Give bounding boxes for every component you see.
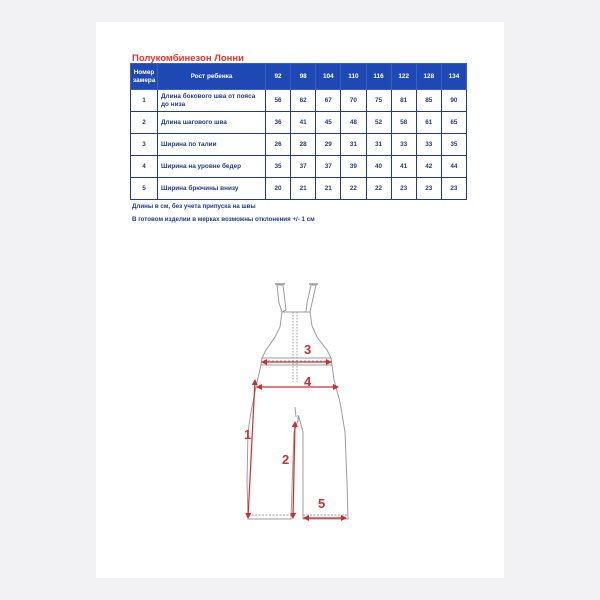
measure-number: 4	[131, 156, 158, 178]
table-cell: 21	[291, 178, 316, 200]
product-title: Полукомбинезон Лонни	[132, 53, 244, 64]
measure-number: 1	[131, 90, 158, 112]
table-cell: 23	[416, 178, 441, 200]
table-cell: 31	[341, 134, 366, 156]
header-size: 110	[341, 64, 366, 90]
header-size: 98	[291, 64, 316, 90]
table-cell: 40	[366, 156, 391, 178]
measure-label-3: 3	[304, 342, 312, 357]
measure-name: Длина бокового шва от пояса до низа	[158, 90, 266, 112]
measure-number: 2	[131, 112, 158, 134]
header-child-height: Рост ребенка	[158, 64, 266, 90]
garment-outline	[247, 284, 348, 519]
left-strap	[277, 285, 286, 312]
table-cell: 35	[441, 134, 466, 156]
header-measure-number: Номер замера	[131, 64, 158, 90]
table-cell: 39	[341, 156, 366, 178]
table-cell: 90	[441, 90, 466, 112]
table-cell: 22	[366, 178, 391, 200]
table-cell: 52	[366, 112, 391, 134]
table-cell: 62	[291, 90, 316, 112]
table-cell: 41	[291, 112, 316, 134]
table-cell: 33	[416, 134, 441, 156]
table-cell: 36	[266, 112, 291, 134]
measurement-lines	[248, 362, 346, 518]
header-size: 92	[266, 64, 291, 90]
overalls-diagram	[96, 22, 504, 578]
table-cell: 28	[291, 134, 316, 156]
table-cell: 33	[391, 134, 416, 156]
table-cell: 67	[316, 90, 341, 112]
measure-label-5: 5	[318, 496, 326, 511]
table-cell: 23	[391, 178, 416, 200]
table-cell: 56	[266, 90, 291, 112]
table-cell: 42	[416, 156, 441, 178]
table-cell: 75	[366, 90, 391, 112]
table-cell: 85	[416, 90, 441, 112]
table-cell: 44	[441, 156, 466, 178]
header-size: 134	[441, 64, 466, 90]
table-cell: 35	[266, 156, 291, 178]
table-cell: 21	[316, 178, 341, 200]
note-tolerance: В готовом изделии в мерках возможны отклонения +/- 1 см	[132, 216, 315, 223]
table-cell: 61	[416, 112, 441, 134]
header-size: 116	[366, 64, 391, 90]
measure-number: 5	[131, 178, 158, 200]
header-size: 122	[391, 64, 416, 90]
table-cell: 81	[391, 90, 416, 112]
zipper	[293, 312, 297, 382]
size-chart-page	[96, 22, 504, 578]
table-cell: 26	[266, 134, 291, 156]
table-cell: 37	[291, 156, 316, 178]
right-strap	[306, 285, 316, 312]
table-cell: 22	[341, 178, 366, 200]
table-cell: 65	[441, 112, 466, 134]
table-cell: 23	[441, 178, 466, 200]
table-cell: 20	[266, 178, 291, 200]
table-cell: 70	[341, 90, 366, 112]
header-size: 104	[316, 64, 341, 90]
measure-line-1	[248, 380, 255, 518]
trousers	[247, 365, 348, 519]
measure-name: Ширина брючины внизу	[158, 178, 266, 200]
table-cell: 41	[391, 156, 416, 178]
measure-label-4: 4	[304, 374, 312, 389]
measure-name: Ширина по талии	[158, 134, 266, 156]
measure-label-1: 1	[244, 427, 252, 442]
measure-name: Длина шагового шва	[158, 112, 266, 134]
measure-label-2: 2	[282, 452, 290, 467]
note-units: Длины в см, без учета припуска на швы	[132, 203, 256, 210]
table-cell: 31	[366, 134, 391, 156]
table-cell: 29	[316, 134, 341, 156]
table-cell: 37	[316, 156, 341, 178]
measure-name: Ширина на уровне бедер	[158, 156, 266, 178]
header-size: 128	[416, 64, 441, 90]
table-cell: 48	[341, 112, 366, 134]
table-cell: 58	[391, 112, 416, 134]
measure-number: 3	[131, 134, 158, 156]
table-cell: 45	[316, 112, 341, 134]
